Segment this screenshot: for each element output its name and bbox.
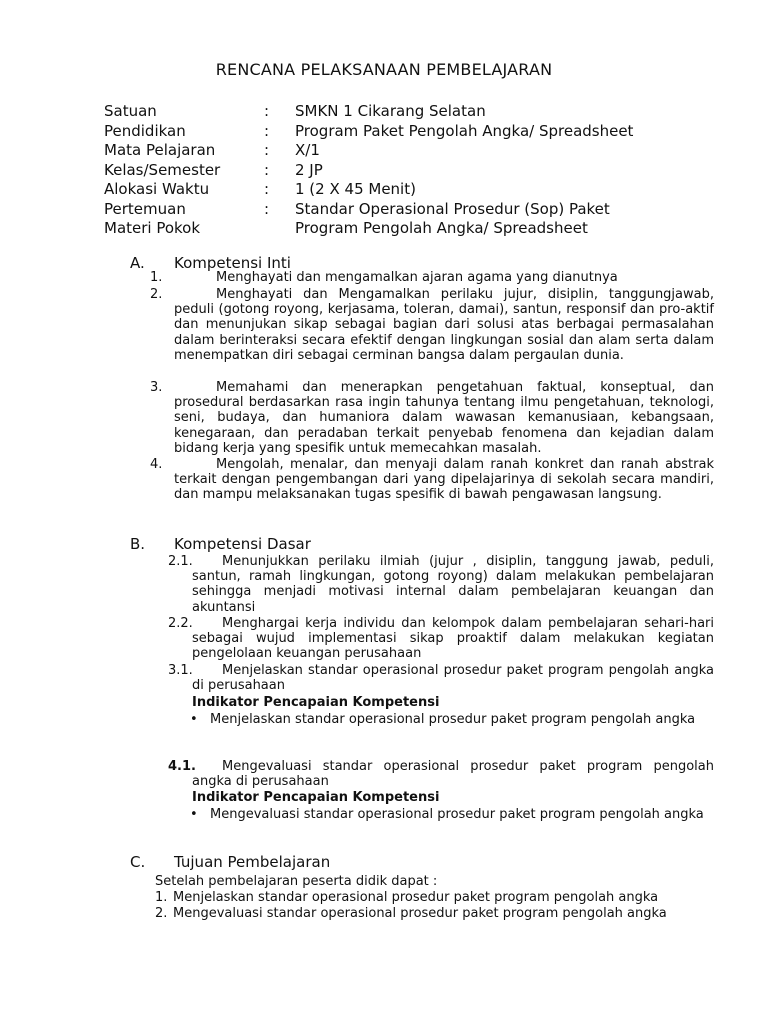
info-label: Satuan [104, 102, 157, 120]
tp-item [155, 890, 714, 905]
kd-item [168, 759, 714, 790]
item-text: Menghayati dan mengamalkan ajaran agama yang dianutnya [216, 270, 618, 285]
tp-item [155, 906, 714, 921]
bullet-dot: • [190, 807, 198, 822]
kd-number: 4.1. [168, 759, 196, 774]
list-item [150, 380, 714, 456]
kd-item [168, 554, 714, 615]
info-colon: : [264, 199, 270, 218]
tp-text: Mengevaluasi standar operasional prosedur paket program pengolah angka [173, 906, 667, 921]
kd-text: Mengevaluasi standar operasional prosedur paket program pengolah angka di perusahaan [192, 759, 714, 790]
section-title: Tujuan Pembelajaran [174, 853, 331, 871]
item-text: Mengolah, menalar, dan menyaji dalam ranah konkret dan ranah abstrak terkait dengan pengembangan dari yang dipelajarinya di sekolah secara mandiri, dan mampu melaksanakan tugas spesifik di bawah pengawasan langsung. [174, 457, 714, 503]
info-value: 1 (2 X 45 Menit) [295, 180, 416, 198]
item-text: Menghayati dan Mengamalkan perilaku jujur, disiplin, tanggungjawab, peduli (gotong royong, kerjasama, toleran, damai), santun, responsif dan pro-aktif dan menunjukan sikap sebagai bagian dari solusi atas berbagai permasalahan dalam berinteraksi secara efektif dengan lingkungan sosial dan alam serta dalam menempatkan diri sebagai cerminan bangsa dalam pergaulan dunia. [174, 287, 714, 363]
identity-table [104, 102, 724, 239]
kd-number: 2.2. [168, 616, 193, 631]
kd-text: Menghargai kerja individu dan kelompok dalam pembelajaran sehari-hari sebagai wujud implementasi sikap proaktif dalam melakukan kegiatan pengelolaan keuangan perusahaan [192, 616, 714, 662]
list-item [150, 287, 714, 363]
item-number: 4. [150, 457, 163, 472]
bullet-item [190, 807, 714, 822]
info-label: Mata Pelajaran [104, 141, 216, 159]
info-label: Kelas/Semester [104, 160, 221, 179]
list-item [150, 270, 714, 285]
info-value: SMKN 1 Cikarang Selatan [295, 102, 486, 120]
info-row [104, 200, 724, 220]
item-text: Memahami dan menerapkan pengetahuan faktual, konseptual, dan prosedural berdasarkan rasa ingin tahunya tentang ilmu pengetahuan, teknologi, seni, budaya, dan humaniora dalam wawasan kemanusiaan, kebangsaan, kenegaraan, dan peradaban terkait penyebab fenomena dan kejadian dalam bidang kerja yang spesifik untuk memecahkan masalah. [174, 380, 714, 456]
section-title: Kompetensi Dasar [174, 535, 311, 553]
list-item [150, 457, 714, 503]
info-row [104, 161, 724, 181]
section-letter: A. [130, 254, 145, 272]
section-b-heading [130, 535, 311, 553]
item-number: 1. [150, 270, 163, 285]
info-colon: : [264, 141, 270, 159]
tp-intro: Setelah pembelajaran peserta didik dapat : [155, 874, 438, 889]
bullet-item [190, 712, 714, 727]
info-row [104, 180, 724, 200]
info-row [104, 219, 724, 239]
bullet-text: Menjelaskan standar operasional prosedur paket program pengolah angka [210, 712, 696, 727]
info-label: Materi Pokok [104, 219, 201, 237]
ipk-heading: Indikator Pencapaian Kompetensi [192, 695, 440, 710]
info-value: 2 JP [295, 160, 323, 179]
info-value: X/1 [295, 141, 320, 159]
bullet-dot: • [190, 712, 198, 727]
section-c-heading [130, 853, 330, 871]
info-row [104, 141, 724, 161]
page-title: RENCANA PELAKSANAAN PEMBELAJARAN [215, 60, 553, 79]
info-label: Alokasi Waktu [104, 180, 210, 198]
item-number: 3. [150, 380, 163, 395]
kd-number: 3.1. [168, 663, 193, 678]
kd-item [168, 616, 714, 662]
info-colon [264, 219, 295, 239]
section-letter: B. [130, 535, 146, 553]
info-label: Pertemuan [104, 199, 186, 218]
info-value: Standar Operasional Prosedur (Sop) Paket [295, 199, 610, 218]
kd-text: Menjelaskan standar operasional prosedur paket program pengolah angka di perusahaan [192, 663, 714, 694]
info-colon: : [264, 160, 270, 179]
info-colon: : [264, 180, 270, 198]
kd-number: 2.1. [168, 554, 193, 569]
info-row [104, 122, 724, 142]
tp-text: Menjelaskan standar operasional prosedur paket program pengolah angka [173, 890, 659, 905]
info-label: Pendidikan [104, 121, 186, 140]
info-value: Program Paket Pengolah Angka/ Spreadsheet [295, 121, 634, 140]
ipk-heading: Indikator Pencapaian Kompetensi [192, 790, 440, 805]
item-number: 2. [150, 287, 163, 302]
section-letter: C. [130, 853, 146, 871]
kd-text: Menunjukkan perilaku ilmiah (jujur , disiplin, tanggung jawab, peduli, santun, ramah lingkungan, gotong royong) dalam melakukan pembelajaran sehingga menjadi motivasi internal dalam pembelajaran keuangan dan akuntansi [192, 554, 714, 615]
info-colon: : [264, 102, 270, 120]
info-colon: : [264, 121, 270, 140]
tp-number: 1. [155, 890, 168, 905]
kd-item [168, 663, 714, 694]
info-row [104, 102, 724, 122]
info-value: Program Pengolah Angka/ Spreadsheet [295, 219, 588, 237]
bullet-text: Mengevaluasi standar operasional prosedur paket program pengolah angka [210, 807, 704, 822]
tp-number: 2. [155, 906, 168, 921]
section-title: Kompetensi Inti [174, 254, 291, 272]
